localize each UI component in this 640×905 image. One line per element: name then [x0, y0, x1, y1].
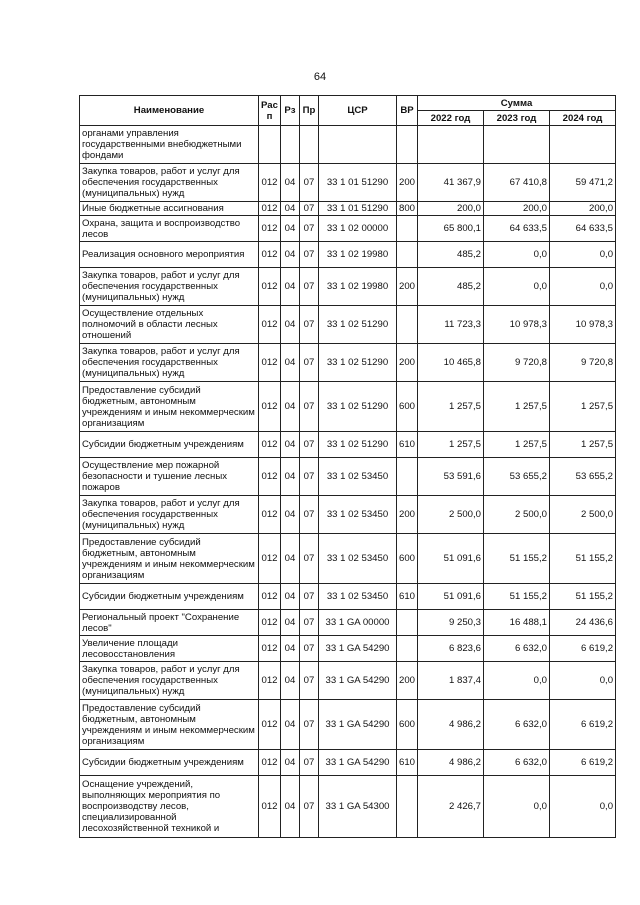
cell-2023: 0,0	[484, 268, 550, 306]
cell-rz: 04	[281, 776, 300, 838]
cell-rasp: 012	[259, 534, 281, 584]
cell-name: Предоставление субсидий бюджетным, автономным учреждениям и иным некоммерческим организациям	[80, 700, 259, 750]
cell-pr: 07	[300, 750, 319, 776]
table-row	[80, 750, 616, 776]
cell-2023: 1 257,5	[484, 432, 550, 458]
cell-csr: 33 1 02 19980	[319, 242, 397, 268]
cell-2022: 2 500,0	[418, 496, 484, 534]
cell-rasp: 012	[259, 776, 281, 838]
cell-name: Закупка товаров, работ и услуг для обеспечения государственных (муниципальных) нужд	[80, 662, 259, 700]
cell-rasp	[259, 126, 281, 164]
cell-name: Оснащение учреждений, выполняющих мероприятия по воспроизводству лесов, специализированной лесохозяйственной техникой и	[80, 776, 259, 838]
cell-vr	[397, 216, 418, 242]
cell-pr: 07	[300, 202, 319, 216]
cell-pr: 07	[300, 432, 319, 458]
header-sum: Сумма	[418, 96, 616, 111]
cell-2022: 1 837,4	[418, 662, 484, 700]
cell-rz	[281, 126, 300, 164]
cell-2023: 67 410,8	[484, 164, 550, 202]
cell-name: Закупка товаров, работ и услуг для обеспечения государственных (муниципальных) нужд	[80, 344, 259, 382]
cell-vr: 800	[397, 202, 418, 216]
cell-name: Субсидии бюджетным учреждениям	[80, 750, 259, 776]
cell-csr: 33 1 02 51290	[319, 432, 397, 458]
cell-rz: 04	[281, 584, 300, 610]
cell-csr: 33 1 GA 54290	[319, 662, 397, 700]
cell-2024: 6 619,2	[550, 750, 616, 776]
header-rasp: Рас п	[259, 96, 281, 126]
cell-rasp: 012	[259, 164, 281, 202]
cell-csr: 33 1 GA 54290	[319, 700, 397, 750]
cell-vr	[397, 306, 418, 344]
cell-2022: 65 800,1	[418, 216, 484, 242]
cell-name: Иные бюджетные ассигнования	[80, 202, 259, 216]
cell-csr: 33 1 02 53450	[319, 458, 397, 496]
cell-2023: 51 155,2	[484, 534, 550, 584]
cell-pr: 07	[300, 242, 319, 268]
table-row	[80, 432, 616, 458]
cell-rz: 04	[281, 202, 300, 216]
cell-rz: 04	[281, 750, 300, 776]
cell-csr: 33 1 GA 00000	[319, 610, 397, 636]
cell-2022: 4 986,2	[418, 700, 484, 750]
cell-pr: 07	[300, 662, 319, 700]
cell-csr: 33 1 01 51290	[319, 164, 397, 202]
cell-csr	[319, 126, 397, 164]
cell-2024: 10 978,3	[550, 306, 616, 344]
header-2023: 2023 год	[484, 111, 550, 126]
cell-2022: 51 091,6	[418, 584, 484, 610]
cell-rz: 04	[281, 700, 300, 750]
cell-vr: 200	[397, 268, 418, 306]
header-name: Наименование	[80, 96, 259, 126]
cell-rz: 04	[281, 534, 300, 584]
table-row	[80, 534, 616, 584]
cell-rz: 04	[281, 496, 300, 534]
table-row	[80, 268, 616, 306]
cell-vr: 200	[397, 164, 418, 202]
cell-2022: 9 250,3	[418, 610, 484, 636]
header-vr: ВР	[397, 96, 418, 126]
cell-name: Закупка товаров, работ и услуг для обеспечения государственных (муниципальных) нужд	[80, 164, 259, 202]
cell-csr: 33 1 02 51290	[319, 306, 397, 344]
cell-2023: 200,0	[484, 202, 550, 216]
header-2024: 2024 год	[550, 111, 616, 126]
cell-vr: 200	[397, 496, 418, 534]
cell-csr: 33 1 02 53450	[319, 584, 397, 610]
cell-vr	[397, 636, 418, 662]
table-row	[80, 776, 616, 838]
table-row	[80, 242, 616, 268]
cell-csr: 33 1 02 19980	[319, 268, 397, 306]
cell-name: Закупка товаров, работ и услуг для обеспечения государственных (муниципальных) нужд	[80, 268, 259, 306]
cell-vr: 610	[397, 584, 418, 610]
table-body	[80, 126, 616, 838]
cell-2023: 53 655,2	[484, 458, 550, 496]
cell-vr	[397, 776, 418, 838]
cell-name: Субсидии бюджетным учреждениям	[80, 584, 259, 610]
cell-name: Предоставление субсидий бюджетным, автономным учреждениям и иным некоммерческим организациям	[80, 382, 259, 432]
cell-rasp: 012	[259, 636, 281, 662]
cell-rasp: 012	[259, 458, 281, 496]
cell-2022	[418, 126, 484, 164]
cell-rasp: 012	[259, 344, 281, 382]
cell-2024: 51 155,2	[550, 534, 616, 584]
cell-2024: 64 633,5	[550, 216, 616, 242]
cell-vr: 200	[397, 662, 418, 700]
cell-csr: 33 1 02 51290	[319, 344, 397, 382]
table-row	[80, 662, 616, 700]
cell-pr: 07	[300, 306, 319, 344]
cell-2024: 0,0	[550, 242, 616, 268]
table-row	[80, 164, 616, 202]
cell-rasp: 012	[259, 662, 281, 700]
cell-name: Закупка товаров, работ и услуг для обеспечения государственных (муниципальных) нужд	[80, 496, 259, 534]
cell-vr	[397, 610, 418, 636]
header-rz: Рз	[281, 96, 300, 126]
cell-pr: 07	[300, 268, 319, 306]
cell-csr: 33 1 GA 54300	[319, 776, 397, 838]
cell-rz: 04	[281, 662, 300, 700]
cell-2022: 51 091,6	[418, 534, 484, 584]
cell-rasp: 012	[259, 202, 281, 216]
cell-2023: 16 488,1	[484, 610, 550, 636]
cell-2023: 1 257,5	[484, 382, 550, 432]
cell-rasp: 012	[259, 306, 281, 344]
table-row	[80, 636, 616, 662]
cell-2023: 10 978,3	[484, 306, 550, 344]
cell-name: Увеличение площади лесовосстановления	[80, 636, 259, 662]
cell-pr: 07	[300, 382, 319, 432]
cell-2022: 1 257,5	[418, 382, 484, 432]
table-row	[80, 382, 616, 432]
cell-2022: 53 591,6	[418, 458, 484, 496]
cell-rz: 04	[281, 636, 300, 662]
cell-2024: 2 500,0	[550, 496, 616, 534]
cell-2024: 0,0	[550, 662, 616, 700]
cell-2023: 0,0	[484, 662, 550, 700]
header-csr: ЦСР	[319, 96, 397, 126]
cell-pr: 07	[300, 776, 319, 838]
cell-2022: 11 723,3	[418, 306, 484, 344]
cell-vr: 610	[397, 750, 418, 776]
cell-csr: 33 1 02 53450	[319, 496, 397, 534]
cell-rz: 04	[281, 306, 300, 344]
cell-2022: 200,0	[418, 202, 484, 216]
cell-2024: 6 619,2	[550, 636, 616, 662]
cell-pr: 07	[300, 164, 319, 202]
table-row	[80, 610, 616, 636]
cell-2023	[484, 126, 550, 164]
cell-2022: 485,2	[418, 268, 484, 306]
cell-pr: 07	[300, 344, 319, 382]
table-row	[80, 306, 616, 344]
cell-pr: 07	[300, 534, 319, 584]
cell-2023: 64 633,5	[484, 216, 550, 242]
cell-2024: 1 257,5	[550, 382, 616, 432]
cell-name: Осуществление отдельных полномочий в области лесных отношений	[80, 306, 259, 344]
cell-2024: 200,0	[550, 202, 616, 216]
cell-pr: 07	[300, 636, 319, 662]
cell-csr: 33 1 02 51290	[319, 382, 397, 432]
cell-2024: 1 257,5	[550, 432, 616, 458]
cell-rz: 04	[281, 242, 300, 268]
table-row	[80, 584, 616, 610]
table-row	[80, 202, 616, 216]
cell-csr: 33 1 GA 54290	[319, 750, 397, 776]
cell-pr: 07	[300, 700, 319, 750]
cell-rasp: 012	[259, 268, 281, 306]
cell-rasp: 012	[259, 610, 281, 636]
cell-vr: 200	[397, 344, 418, 382]
cell-2022: 6 823,6	[418, 636, 484, 662]
cell-rz: 04	[281, 344, 300, 382]
cell-2024: 9 720,8	[550, 344, 616, 382]
cell-rz: 04	[281, 216, 300, 242]
table-row	[80, 344, 616, 382]
cell-vr: 600	[397, 382, 418, 432]
cell-2023: 9 720,8	[484, 344, 550, 382]
cell-2024: 51 155,2	[550, 584, 616, 610]
cell-name: Реализация основного мероприятия	[80, 242, 259, 268]
cell-2024: 0,0	[550, 776, 616, 838]
cell-vr: 610	[397, 432, 418, 458]
cell-vr: 600	[397, 534, 418, 584]
cell-vr	[397, 242, 418, 268]
table-row	[80, 700, 616, 750]
cell-csr: 33 1 02 00000	[319, 216, 397, 242]
header-2022: 2022 год	[418, 111, 484, 126]
cell-2022: 485,2	[418, 242, 484, 268]
cell-2022: 10 465,8	[418, 344, 484, 382]
cell-2023: 2 500,0	[484, 496, 550, 534]
cell-rz: 04	[281, 432, 300, 458]
table-row	[80, 216, 616, 242]
cell-csr: 33 1 GA 54290	[319, 636, 397, 662]
cell-rz: 04	[281, 458, 300, 496]
cell-rasp: 012	[259, 382, 281, 432]
cell-vr: 600	[397, 700, 418, 750]
cell-2023: 51 155,2	[484, 584, 550, 610]
cell-2023: 0,0	[484, 776, 550, 838]
table-row	[80, 496, 616, 534]
cell-rasp: 012	[259, 242, 281, 268]
cell-2022: 2 426,7	[418, 776, 484, 838]
cell-2022: 41 367,9	[418, 164, 484, 202]
cell-name: Предоставление субсидий бюджетным, автономным учреждениям и иным некоммерческим организациям	[80, 534, 259, 584]
page-number: 64	[313, 71, 327, 83]
cell-rz: 04	[281, 382, 300, 432]
cell-2024	[550, 126, 616, 164]
cell-csr: 33 1 01 51290	[319, 202, 397, 216]
table-row	[80, 458, 616, 496]
cell-2024: 0,0	[550, 268, 616, 306]
cell-pr: 07	[300, 216, 319, 242]
cell-pr	[300, 126, 319, 164]
cell-rasp: 012	[259, 216, 281, 242]
cell-name: Субсидии бюджетным учреждениям	[80, 432, 259, 458]
cell-2023: 6 632,0	[484, 750, 550, 776]
cell-rasp: 012	[259, 496, 281, 534]
cell-pr: 07	[300, 584, 319, 610]
cell-rz: 04	[281, 610, 300, 636]
cell-rasp: 012	[259, 584, 281, 610]
cell-csr: 33 1 02 53450	[319, 534, 397, 584]
header-pr: Пр	[300, 96, 319, 126]
cell-name: органами управления государственными внебюджетными фондами	[80, 126, 259, 164]
cell-pr: 07	[300, 496, 319, 534]
cell-2023: 6 632,0	[484, 700, 550, 750]
cell-2022: 4 986,2	[418, 750, 484, 776]
cell-rz: 04	[281, 164, 300, 202]
cell-rz: 04	[281, 268, 300, 306]
cell-vr	[397, 126, 418, 164]
cell-pr: 07	[300, 458, 319, 496]
cell-2023: 0,0	[484, 242, 550, 268]
cell-2024: 24 436,6	[550, 610, 616, 636]
cell-rasp: 012	[259, 750, 281, 776]
cell-rasp: 012	[259, 432, 281, 458]
cell-name: Охрана, защита и воспроизводство лесов	[80, 216, 259, 242]
cell-2022: 1 257,5	[418, 432, 484, 458]
cell-2024: 6 619,2	[550, 700, 616, 750]
cell-2024: 59 471,2	[550, 164, 616, 202]
cell-2024: 53 655,2	[550, 458, 616, 496]
cell-2023: 6 632,0	[484, 636, 550, 662]
cell-name: Осуществление мер пожарной безопасности и тушение лесных пожаров	[80, 458, 259, 496]
table-row	[80, 126, 616, 164]
cell-name: Региональный проект "Сохранение лесов"	[80, 610, 259, 636]
cell-rasp: 012	[259, 700, 281, 750]
budget-table	[79, 95, 616, 838]
cell-vr	[397, 458, 418, 496]
cell-pr: 07	[300, 610, 319, 636]
